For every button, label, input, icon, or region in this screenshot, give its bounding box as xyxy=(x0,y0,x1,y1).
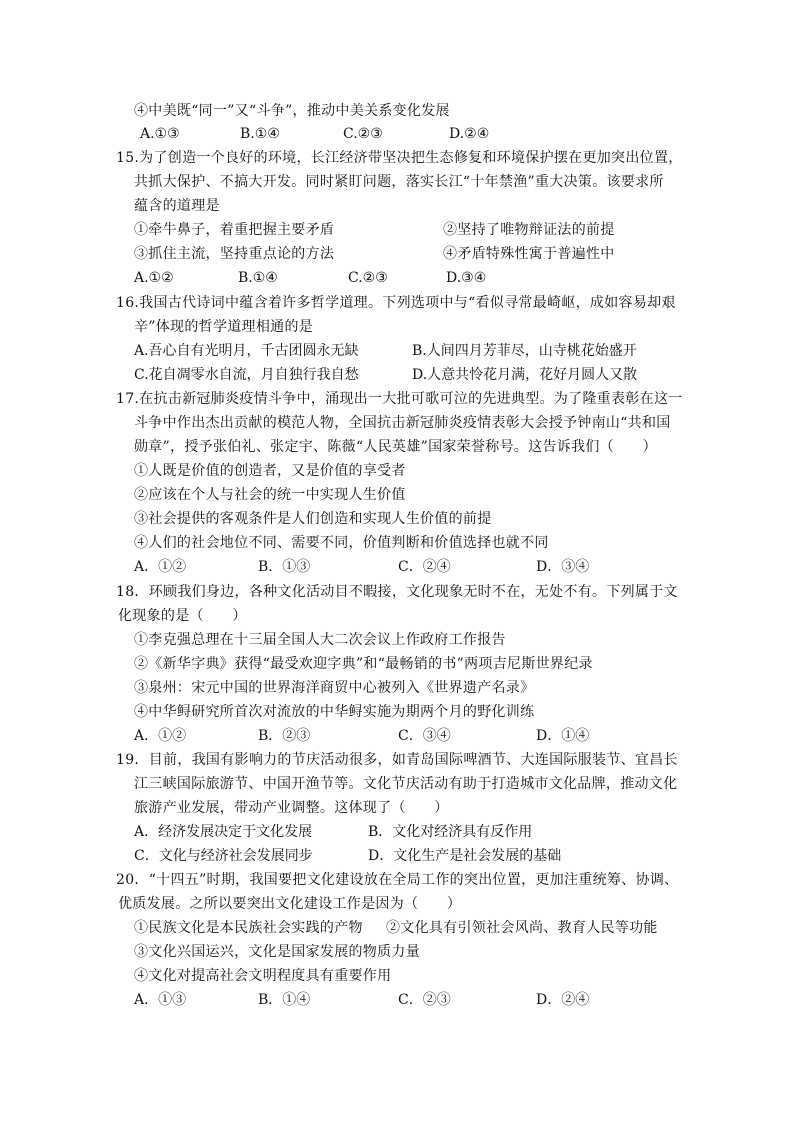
q16-stem-line-2: 辛”体现的哲学道理相通的是 xyxy=(134,319,314,335)
q16-option-b: B.人间四月芳菲尽，山寺桃花始盛开 xyxy=(412,343,637,359)
q19-option-c: C．文化与经济社会发展同步 xyxy=(134,848,313,864)
q15-item-4: ④矛盾特殊性寓于普遍性中 xyxy=(443,246,615,262)
q19-option-b: B．文化对经济具有反作用 xyxy=(368,824,533,840)
q15-item-1: ①牵牛鼻子，着重把握主要矛盾 xyxy=(134,222,335,238)
q19-stem-line-1: 19．目前，我国有影响力的节庆活动很多，如青岛国际啤酒节、大连国际服装节、宜昌长 xyxy=(116,752,678,768)
q15-option-d: D.③④ xyxy=(446,270,487,286)
q20-option-c: C．②③ xyxy=(398,992,451,1008)
q17-option-d: D．③④ xyxy=(536,559,590,575)
q14-option-b: B.①④ xyxy=(240,126,280,142)
q17-stem-line-2: 斗争中作出杰出贡献的模范人物，全国抗击新冠肺炎疫情表彰大会授予钟南山“共和国 xyxy=(134,415,671,431)
q19-stem-line-2: 江三峡国际旅游节、中国开渔节等。文化节庆活动有助于打造城市文化品牌，推动文化 xyxy=(134,776,678,792)
q18-stem-line-1: 18．环顾我们身边，各种文化活动目不暇接，文化现象无时不在，无处不有。下列属于文 xyxy=(116,584,678,600)
q14-option-a: A.①③ xyxy=(140,126,180,142)
q20-option-b: B．①④ xyxy=(258,992,311,1008)
q17-option-c: C．②④ xyxy=(398,559,451,575)
q20-stem-line-1: 20．“十四五”时期，我国要把文化建设放在全局工作的突出位置，更加注重统筹、协调、 xyxy=(116,872,679,888)
q14-option-c: C.②③ xyxy=(343,126,383,142)
q20-option-d: D．②④ xyxy=(536,992,590,1008)
q16-option-c: C.花自凋零水自流，月自独行我自愁 xyxy=(134,367,359,383)
q15-stem-line-2: 共抓大保护、不搞大开发。同时紧盯问题，落实长江“十年禁渔”重大决策。该要求所 xyxy=(134,174,664,190)
q18-item-4: ④中华鲟研究所首次对流放的中华鲟实施为期两个月的野化训练 xyxy=(134,704,535,720)
q18-item-2: ②《新华字典》获得“最受欢迎字典”和“最畅销的书”两项吉尼斯世界纪录 xyxy=(134,656,593,672)
q14-option-d: D.②④ xyxy=(449,126,490,142)
q18-option-c: C．③④ xyxy=(398,728,451,744)
q17-item-4: ④人们的社会地位不同、需要不同，价值判断和价值选择也就不同 xyxy=(134,535,549,551)
q16-stem-line-1: 16.我国古代诗词中蕴含着许多哲学道理。下列选项中与“看似寻常最崎岖，成如容易却艰 xyxy=(116,295,676,311)
q17-item-3: ③社会提供的客观条件是人们创造和实现人生价值的前提 xyxy=(134,511,492,527)
q18-item-1: ①李克强总理在十三届全国人大二次会议上作政府工作报告 xyxy=(134,632,506,648)
q18-option-b: B．②③ xyxy=(258,728,311,744)
q19-option-d: D．文化生产是社会发展的基础 xyxy=(368,848,562,864)
q15-stem-line-3: 蕴含的道理是 xyxy=(134,198,220,214)
q18-stem-line-2: 化现象的是（ ） xyxy=(118,608,247,624)
q16-option-d: D.人意共怜花月满，花好月圆人又散 xyxy=(412,367,638,383)
q17-stem-line-3: 勋章”，授予张伯礼、张定宇、陈薇“人民英雄”国家荣誉称号。这告诉我们（ ） xyxy=(134,439,657,455)
q17-stem-line-1: 17.在抗击新冠肺炎疫情斗争中，涌现出一大批可歌可泣的先进典型。为了隆重表彰在这一 xyxy=(116,391,683,407)
q15-stem-line-1: 15.为了创造一个良好的环境，长江经济带坚决把生态修复和环境保护摆在更加突出位置， xyxy=(116,150,683,166)
q15-item-3: ③抓住主流，坚持重点论的方法 xyxy=(134,246,335,262)
q20-item-2: ②文化具有引领社会风尚、教育人民等功能 xyxy=(386,920,658,936)
q16-option-a: A.吾心自有光明月，千古团圆永无缺 xyxy=(134,343,359,359)
q17-option-a: A．①② xyxy=(134,559,187,575)
q20-stem-line-2: 优质发展。之所以要突出文化建设工作是因为（ ） xyxy=(118,896,462,912)
q18-option-a: A．①② xyxy=(134,728,187,744)
q15-option-b: B.①④ xyxy=(238,270,278,286)
q15-option-a: A.①② xyxy=(134,270,174,286)
q15-option-c: C.②③ xyxy=(348,270,388,286)
q19-option-a: A．经济发展决定于文化发展 xyxy=(134,824,313,840)
q20-option-a: A．①③ xyxy=(134,992,187,1008)
q20-item-1: ①民族文化是本民族社会实践的产物 xyxy=(134,920,363,936)
q18-option-d: D．①④ xyxy=(536,728,590,744)
q15-item-2: ②坚持了唯物辩证法的前提 xyxy=(443,222,615,238)
q18-item-3: ③泉州：宋元中国的世界海洋商贸中心被列入《世界遗产名录》 xyxy=(134,680,535,696)
q17-item-1: ①人既是价值的创造者，又是价值的享受者 xyxy=(134,463,406,479)
q20-item-3: ③文化兴国运兴，文化是国家发展的物质力量 xyxy=(134,944,420,960)
q19-stem-line-3: 旅游产业发展，带动产业调整。这体现了（ ） xyxy=(134,800,449,816)
q17-item-2: ②应该在个人与社会的统一中实现人生价值 xyxy=(134,487,406,503)
q20-item-4: ④文化对提高社会文明程度具有重要作用 xyxy=(134,968,392,984)
q17-option-b: B．①③ xyxy=(258,559,311,575)
q14-item-4: ④中美既“同一”又“斗争”，推动中美关系变化发展 xyxy=(134,103,450,119)
